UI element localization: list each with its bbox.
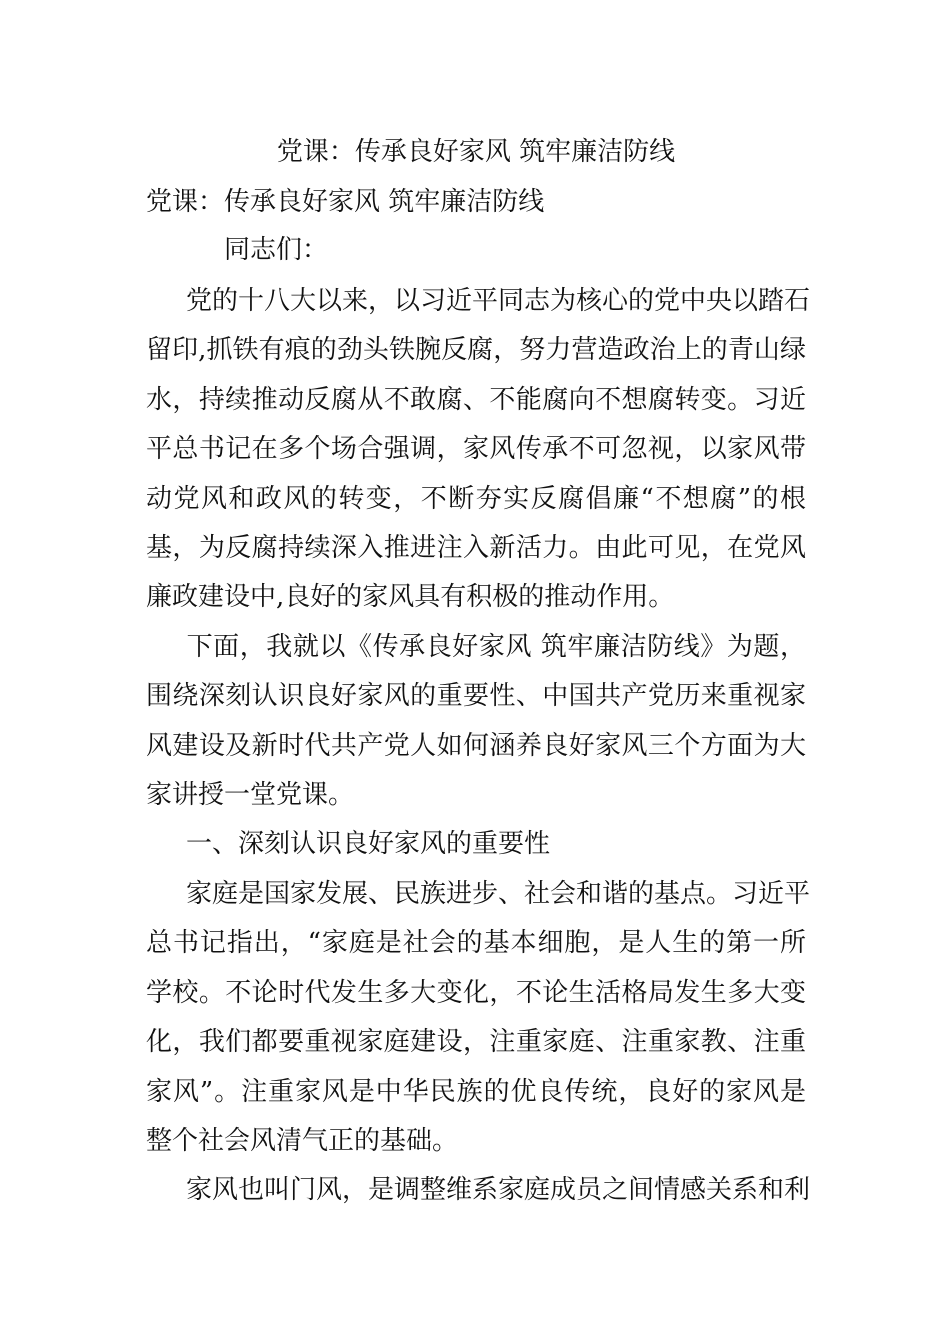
body-paragraph: [146, 277, 811, 623]
paragraph-line: 整个社会风清气正的基础。: [146, 1125, 459, 1156]
paragraph-line: 家风也叫门风，是调整维系家庭成员之间情感关系和利: [186, 1175, 811, 1206]
paragraph-line: 水，持续推动反腐从不敢腐、不能腐向不想腐转变。习近: [146, 384, 806, 415]
paragraph-line: 风建设及新时代共产党人如何涵养良好家风三个方面为大: [146, 730, 806, 761]
paragraph-line: 下面，我就以《传承良好家风 筑牢廉洁防线》为题，: [186, 631, 806, 662]
document-body: [146, 277, 811, 1216]
body-paragraph: [146, 623, 806, 821]
document-subtitle: 党课：传承良好家风 筑牢廉洁防线: [146, 187, 545, 217]
paragraph-line: 一、深刻认识良好家风的重要性: [186, 829, 551, 860]
paragraph-line: 基，为反腐持续深入推进注入新活力。由此可见，在党风: [146, 533, 806, 564]
paragraph-line: 化，我们都要重视家庭建设，注重家庭、注重家教、注重: [146, 1027, 806, 1058]
paragraph-line: 廉政建设中,良好的家风具有积极的推动作用。: [146, 582, 675, 613]
salutation: 同志们：: [224, 235, 329, 265]
body-paragraph: [146, 820, 806, 869]
paragraph-line: 总书记指出，“家庭是社会的基本细胞，是人生的第一所: [146, 928, 806, 959]
paragraph-line: 学校。不论时代发生多大变化，不论生活格局发生多大变: [146, 977, 806, 1008]
paragraph-line: 家庭是国家发展、民族进步、社会和谐的基点。习近平: [186, 878, 811, 909]
paragraph-line: 围绕深刻认识良好家风的重要性、中国共产党历来重视家: [146, 681, 806, 712]
body-paragraph: [146, 1166, 811, 1215]
paragraph-line: 家风”。注重家风是中华民族的优良传统，良好的家风是: [146, 1076, 806, 1107]
document-title: 党课：传承良好家风 筑牢廉洁防线: [276, 137, 676, 167]
paragraph-line: 家讲授一堂党课。: [146, 780, 355, 811]
paragraph-line: 党的十八大以来，以习近平同志为核心的党中央以踏石: [186, 286, 811, 316]
paragraph-line: 平总书记在多个场合强调，家风传承不可忽视，以家风带: [146, 434, 806, 465]
body-paragraph: [146, 870, 811, 1166]
paragraph-line: 留印,抓铁有痕的劲头铁腕反腐，努力营造政治上的青山绿: [146, 335, 806, 366]
paragraph-line: 动党风和政风的转变，不断夯实反腐倡廉“不想腐”的根: [146, 483, 806, 514]
